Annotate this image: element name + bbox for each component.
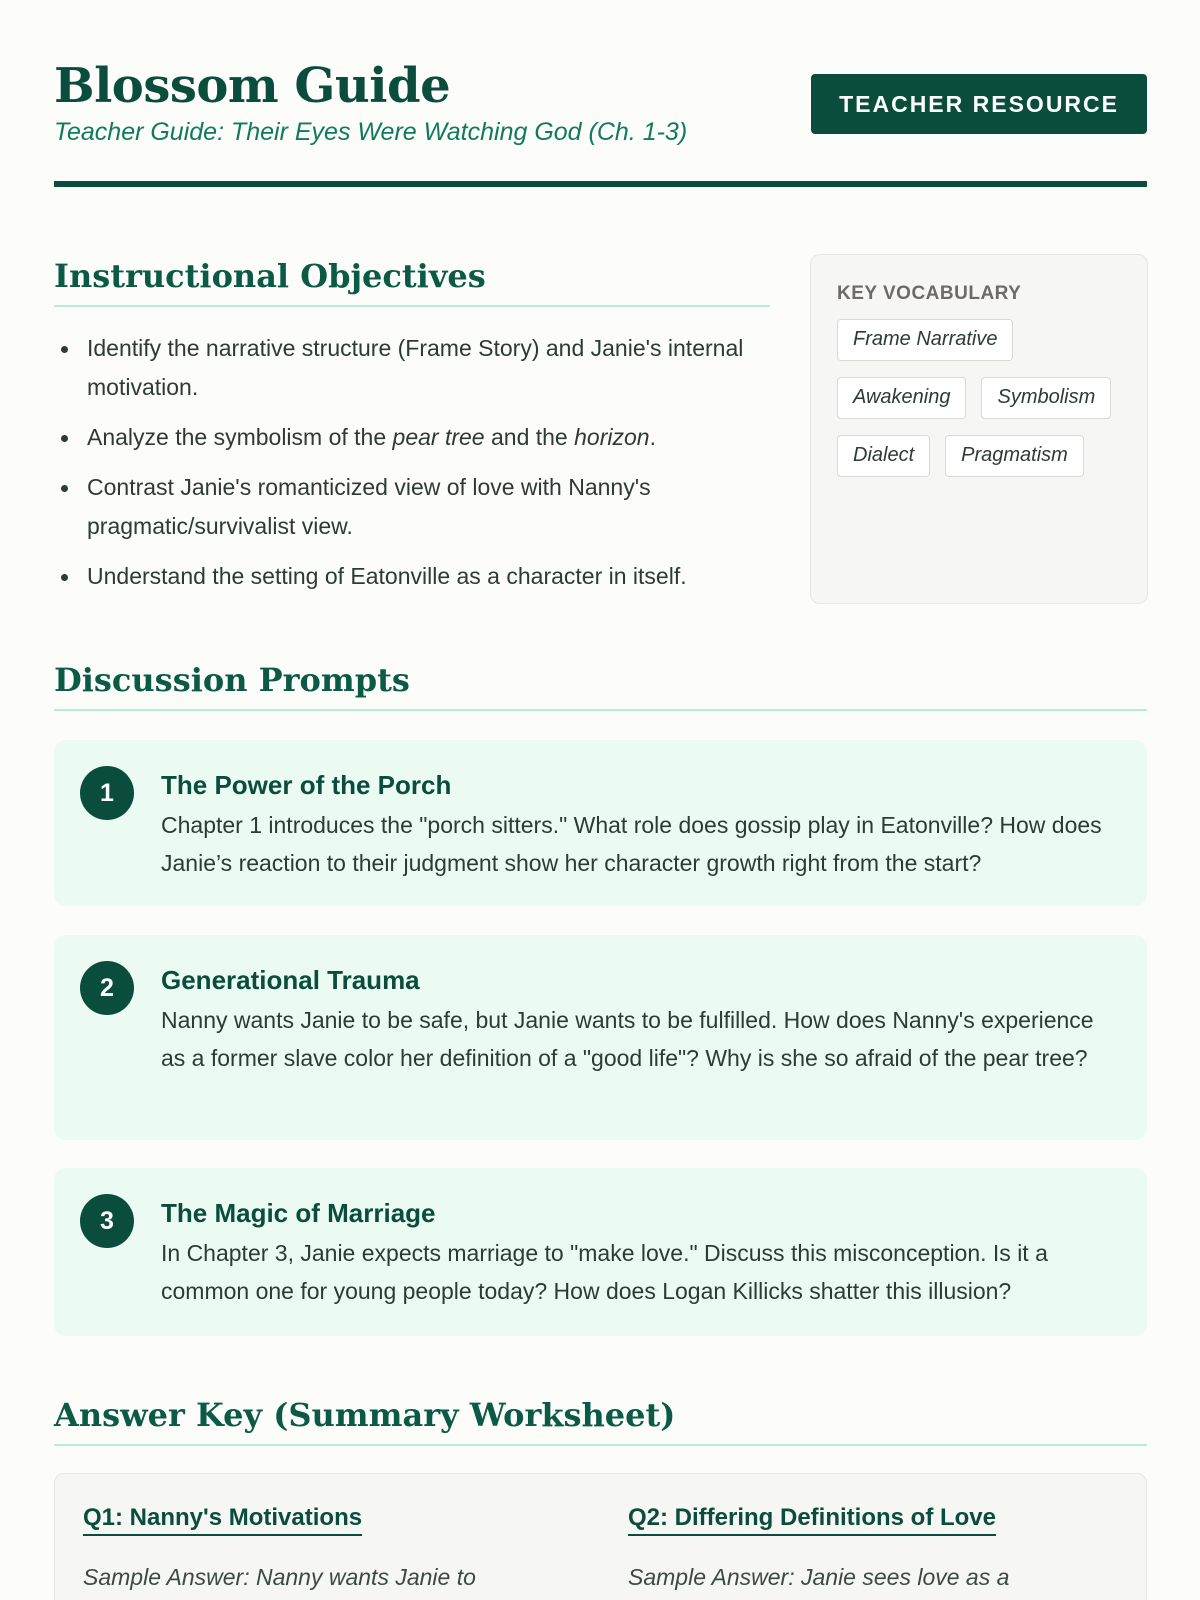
- header-divider: [54, 181, 1147, 187]
- vocab-chip: Awakening: [837, 377, 966, 419]
- prompt-title: The Magic of Marriage: [161, 1198, 436, 1228]
- discussion-title: Discussion Prompts: [54, 661, 1147, 711]
- objectives-list: [54, 329, 770, 596]
- objective-item: Contrast Janie's romanticized view of love with Nanny's pragmatic/survivalist view.: [54, 468, 770, 546]
- discussion-prompt-card: [54, 1168, 1147, 1336]
- prompt-number: 1: [80, 766, 134, 820]
- objective-item: Identify the narrative structure (Frame Story) and Janie's internal motivation.: [54, 329, 770, 407]
- prompt-body: Nanny wants Janie to be safe, but Janie wants to be fulfilled. How does Nanny's experience as a former slave color her definition of a "good life"? Why is she so afraid of the pear tree?: [161, 1007, 1094, 1071]
- brand-title: Blossom Guide: [54, 58, 451, 114]
- vocabulary-chips: [837, 319, 1121, 477]
- answer-sample-text: Sample Answer: Nanny wants Janie to: [83, 1564, 476, 1590]
- answer-question-title: Q2: Differing Definitions of Love: [628, 1504, 996, 1536]
- prompt-body: Chapter 1 introduces the "porch sitters." What role does gossip play in Eatonville? How does Janie’s reaction to their judgment show her character growth right from the start?: [161, 812, 1102, 876]
- teacher-resource-badge: TEACHER RESOURCE: [811, 74, 1147, 134]
- discussion-section: [54, 661, 1147, 711]
- prompt-number: 2: [80, 961, 134, 1015]
- vocab-chip: Dialect: [837, 435, 930, 477]
- vocabulary-title: KEY VOCABULARY: [837, 283, 1022, 304]
- page-header: [54, 56, 1147, 188]
- answer-key-title: Answer Key (Summary Worksheet): [54, 1396, 1147, 1446]
- guide-subtitle: Teacher Guide: Their Eyes Were Watching God (Ch. 1-3): [54, 118, 688, 146]
- prompt-body: In Chapter 3, Janie expects marriage to "make love." Discuss this misconception. Is it a common one for young people today? How does Logan Killicks shatter this illusion?: [161, 1240, 1048, 1304]
- objective-item: Understand the setting of Eatonville as a character in itself.: [54, 557, 770, 596]
- vocab-chip: Pragmatism: [945, 435, 1084, 477]
- answer-key-section: [54, 1396, 1147, 1446]
- answer-sample-text: Sample Answer: Janie sees love as a: [628, 1564, 1010, 1590]
- answer-question-title: Q1: Nanny's Motivations: [83, 1504, 362, 1536]
- discussion-prompt-card: [54, 935, 1147, 1140]
- objectives-title: Instructional Objectives: [54, 257, 770, 307]
- vocab-chip: Symbolism: [981, 377, 1111, 419]
- vocab-chip: Frame Narrative: [837, 319, 1013, 361]
- key-vocabulary-panel: [810, 254, 1148, 604]
- objectives-section: [54, 257, 770, 607]
- prompt-number: 3: [80, 1194, 134, 1248]
- discussion-prompt-card: [54, 740, 1147, 906]
- prompt-title: The Power of the Porch: [161, 770, 452, 800]
- answer-key-card: [54, 1473, 1147, 1600]
- objective-item: Analyze the symbolism of the pear tree and the horizon.: [54, 418, 770, 457]
- prompt-title: Generational Trauma: [161, 965, 420, 995]
